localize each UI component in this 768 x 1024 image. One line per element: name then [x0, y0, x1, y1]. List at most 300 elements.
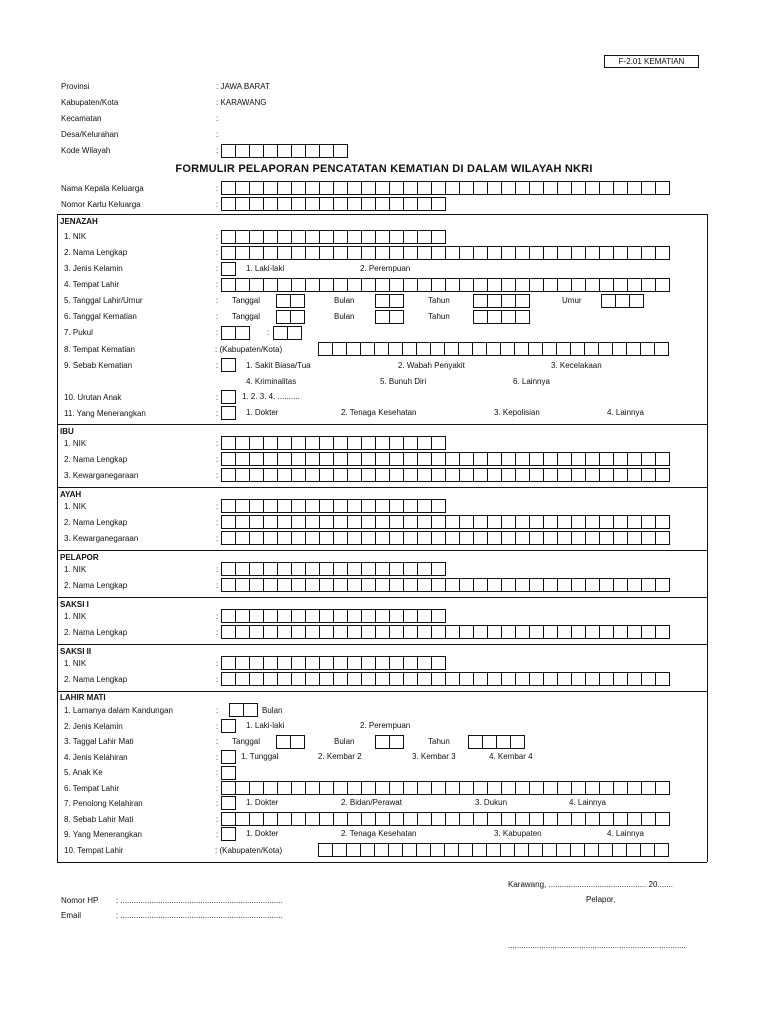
input-cell[interactable] [249, 452, 264, 466]
input-cell[interactable] [571, 181, 586, 195]
input-cell[interactable] [221, 230, 236, 244]
input-cell[interactable] [403, 436, 418, 450]
input-cell[interactable] [585, 452, 600, 466]
input-cell[interactable] [277, 197, 292, 211]
input-cell[interactable] [319, 230, 334, 244]
input-cell[interactable] [655, 812, 670, 826]
lm-sebab-boxes[interactable] [221, 812, 669, 826]
input-cell[interactable] [417, 436, 432, 450]
input-cell[interactable] [361, 812, 376, 826]
input-cell[interactable] [613, 578, 628, 592]
input-cell[interactable] [445, 781, 460, 795]
input-cell[interactable] [346, 342, 361, 356]
ibu-kewarganegaraan-boxes[interactable] [221, 468, 669, 482]
input-cell[interactable] [487, 452, 502, 466]
lm-bln-boxes[interactable] [375, 735, 403, 749]
input-cell[interactable] [529, 246, 544, 260]
input-cell[interactable] [389, 578, 404, 592]
input-cell[interactable] [221, 531, 236, 545]
input-cell[interactable] [319, 197, 334, 211]
input-cell[interactable] [417, 625, 432, 639]
input-cell[interactable] [585, 515, 600, 529]
input-cell[interactable] [375, 197, 390, 211]
input-cell[interactable] [613, 531, 628, 545]
input-cell[interactable] [263, 531, 278, 545]
input-cell[interactable] [585, 181, 600, 195]
input-cell[interactable] [389, 515, 404, 529]
lm-thn-boxes[interactable] [468, 735, 524, 749]
input-cell[interactable] [235, 625, 250, 639]
input-cell[interactable] [473, 672, 488, 686]
input-cell[interactable] [305, 278, 320, 292]
input-cell[interactable] [473, 452, 488, 466]
input-cell[interactable] [333, 656, 348, 670]
input-cell[interactable] [291, 436, 306, 450]
input-cell[interactable] [613, 812, 628, 826]
input-cell[interactable] [333, 246, 348, 260]
input-cell[interactable] [263, 515, 278, 529]
input-cell[interactable] [235, 531, 250, 545]
input-cell[interactable] [235, 181, 250, 195]
input-cell[interactable] [389, 531, 404, 545]
input-cell[interactable] [515, 531, 530, 545]
input-cell[interactable] [599, 452, 614, 466]
input-cell[interactable] [276, 310, 291, 324]
input-cell[interactable] [291, 144, 306, 158]
input-cell[interactable] [501, 531, 516, 545]
input-cell[interactable] [291, 531, 306, 545]
input-cell[interactable] [473, 181, 488, 195]
input-cell[interactable] [277, 812, 292, 826]
input-cell[interactable] [599, 672, 614, 686]
input-cell[interactable] [263, 278, 278, 292]
input-cell[interactable] [389, 278, 404, 292]
input-cell[interactable] [389, 562, 404, 576]
input-cell[interactable] [263, 230, 278, 244]
nomor-hp-value[interactable]: : ......................................................................... [116, 896, 283, 905]
input-cell[interactable] [459, 278, 474, 292]
input-cell[interactable] [287, 326, 302, 340]
input-cell[interactable] [276, 294, 291, 308]
saksi1-nik-boxes[interactable] [221, 609, 445, 623]
input-cell[interactable] [276, 735, 291, 749]
input-cell[interactable] [277, 278, 292, 292]
input-cell[interactable] [627, 468, 642, 482]
input-cell[interactable] [501, 781, 516, 795]
input-cell[interactable] [570, 342, 585, 356]
input-cell[interactable] [374, 342, 389, 356]
input-cell[interactable] [332, 843, 347, 857]
input-cell[interactable] [305, 230, 320, 244]
input-cell[interactable] [375, 230, 390, 244]
input-cell[interactable] [655, 781, 670, 795]
input-cell[interactable] [445, 531, 460, 545]
input-cell[interactable] [319, 499, 334, 513]
input-cell[interactable] [627, 278, 642, 292]
input-cell[interactable] [431, 781, 446, 795]
input-cell[interactable] [305, 144, 320, 158]
input-cell[interactable] [629, 294, 644, 308]
input-cell[interactable] [417, 230, 432, 244]
input-cell[interactable] [403, 625, 418, 639]
input-cell[interactable] [543, 468, 558, 482]
input-cell[interactable] [319, 436, 334, 450]
input-cell[interactable] [543, 246, 558, 260]
input-cell[interactable] [305, 562, 320, 576]
input-cell[interactable] [431, 609, 446, 623]
input-cell[interactable] [403, 246, 418, 260]
input-cell[interactable] [305, 625, 320, 639]
input-cell[interactable] [347, 672, 362, 686]
input-cell[interactable] [389, 310, 404, 324]
input-cell[interactable] [501, 181, 516, 195]
input-cell[interactable] [613, 672, 628, 686]
input-cell[interactable] [291, 562, 306, 576]
input-cell[interactable] [333, 468, 348, 482]
input-cell[interactable] [235, 468, 250, 482]
input-cell[interactable] [263, 181, 278, 195]
jenazah-tempat-lahir-boxes[interactable] [221, 278, 669, 292]
input-cell[interactable] [347, 812, 362, 826]
input-cell[interactable] [459, 246, 474, 260]
input-cell[interactable] [221, 672, 236, 686]
input-cell[interactable] [585, 468, 600, 482]
input-cell[interactable] [263, 468, 278, 482]
input-cell[interactable] [403, 452, 418, 466]
input-cell[interactable] [584, 342, 599, 356]
input-cell[interactable] [403, 230, 418, 244]
input-cell[interactable] [459, 812, 474, 826]
lm-anak-ke-box[interactable] [221, 766, 236, 780]
input-cell[interactable] [361, 246, 376, 260]
lm-tempat-lahir-boxes[interactable] [221, 781, 669, 795]
input-cell[interactable] [361, 781, 376, 795]
jenazah-thn-mati-boxes[interactable] [473, 310, 529, 324]
input-cell[interactable] [305, 246, 320, 260]
input-cell[interactable] [416, 843, 431, 857]
input-cell[interactable] [333, 181, 348, 195]
input-cell[interactable] [655, 578, 670, 592]
input-cell[interactable] [599, 278, 614, 292]
input-cell[interactable] [599, 181, 614, 195]
input-cell[interactable] [361, 625, 376, 639]
input-cell[interactable] [291, 781, 306, 795]
input-cell[interactable] [431, 246, 446, 260]
input-cell[interactable] [263, 562, 278, 576]
input-cell[interactable] [389, 672, 404, 686]
input-cell[interactable] [501, 515, 516, 529]
input-cell[interactable] [613, 246, 628, 260]
input-cell[interactable] [347, 781, 362, 795]
input-cell[interactable] [403, 531, 418, 545]
input-cell[interactable] [515, 246, 530, 260]
input-cell[interactable] [333, 672, 348, 686]
input-cell[interactable] [263, 656, 278, 670]
saksi1-nama-boxes[interactable] [221, 625, 669, 639]
input-cell[interactable] [487, 812, 502, 826]
input-cell[interactable] [543, 625, 558, 639]
input-cell[interactable] [333, 562, 348, 576]
input-cell[interactable] [319, 531, 334, 545]
input-cell[interactable] [221, 781, 236, 795]
jenazah-tempat-kematian-boxes[interactable] [318, 342, 668, 356]
input-cell[interactable] [347, 625, 362, 639]
input-cell[interactable] [613, 468, 628, 482]
input-cell[interactable] [431, 515, 446, 529]
input-cell[interactable] [375, 735, 390, 749]
input-cell[interactable] [249, 278, 264, 292]
input-cell[interactable] [473, 468, 488, 482]
input-cell[interactable] [333, 625, 348, 639]
input-cell[interactable] [291, 625, 306, 639]
input-cell[interactable] [626, 843, 641, 857]
input-cell[interactable] [473, 812, 488, 826]
input-cell[interactable] [305, 436, 320, 450]
input-cell[interactable] [627, 578, 642, 592]
input-cell[interactable] [556, 342, 571, 356]
input-cell[interactable] [305, 452, 320, 466]
input-cell[interactable] [627, 781, 642, 795]
input-cell[interactable] [417, 812, 432, 826]
input-cell[interactable] [417, 531, 432, 545]
input-cell[interactable] [375, 578, 390, 592]
input-cell[interactable] [346, 843, 361, 857]
input-cell[interactable] [542, 342, 557, 356]
input-cell[interactable] [641, 452, 656, 466]
input-cell[interactable] [487, 278, 502, 292]
input-cell[interactable] [515, 625, 530, 639]
input-cell[interactable] [515, 672, 530, 686]
input-cell[interactable] [347, 515, 362, 529]
input-cell[interactable] [626, 342, 641, 356]
input-cell[interactable] [360, 342, 375, 356]
lm-menerangkan-box[interactable] [221, 827, 236, 841]
input-cell[interactable] [571, 278, 586, 292]
input-cell[interactable] [501, 672, 516, 686]
input-cell[interactable] [459, 181, 474, 195]
input-cell[interactable] [416, 342, 431, 356]
lm-tempat-lahir-kabkota-boxes[interactable] [318, 843, 668, 857]
input-cell[interactable] [528, 342, 543, 356]
input-cell[interactable] [515, 578, 530, 592]
input-cell[interactable] [263, 672, 278, 686]
input-cell[interactable] [417, 246, 432, 260]
input-cell[interactable] [277, 515, 292, 529]
input-cell[interactable] [375, 246, 390, 260]
input-cell[interactable] [277, 656, 292, 670]
input-cell[interactable] [557, 781, 572, 795]
jenazah-kelamin-box[interactable] [221, 262, 236, 276]
input-cell[interactable] [482, 735, 497, 749]
input-cell[interactable] [613, 625, 628, 639]
input-cell[interactable] [249, 246, 264, 260]
input-cell[interactable] [319, 452, 334, 466]
input-cell[interactable] [445, 515, 460, 529]
jenazah-bln-lahir-boxes[interactable] [375, 294, 403, 308]
input-cell[interactable] [319, 781, 334, 795]
input-cell[interactable] [243, 703, 258, 717]
input-cell[interactable] [430, 843, 445, 857]
input-cell[interactable] [431, 578, 446, 592]
input-cell[interactable] [333, 278, 348, 292]
input-cell[interactable] [333, 452, 348, 466]
input-cell[interactable] [221, 436, 236, 450]
input-cell[interactable] [487, 310, 502, 324]
input-cell[interactable] [403, 197, 418, 211]
input-cell[interactable] [319, 578, 334, 592]
input-cell[interactable] [515, 468, 530, 482]
input-cell[interactable] [487, 294, 502, 308]
input-cell[interactable] [403, 278, 418, 292]
input-cell[interactable] [403, 812, 418, 826]
lm-kelamin-box[interactable] [221, 719, 236, 733]
input-cell[interactable] [291, 578, 306, 592]
input-cell[interactable] [249, 625, 264, 639]
input-cell[interactable] [389, 735, 404, 749]
input-cell[interactable] [459, 531, 474, 545]
saksi2-nama-boxes[interactable] [221, 672, 669, 686]
input-cell[interactable] [389, 246, 404, 260]
input-cell[interactable] [249, 562, 264, 576]
input-cell[interactable] [221, 326, 236, 340]
input-cell[interactable] [529, 531, 544, 545]
lm-tgl-boxes[interactable] [276, 735, 304, 749]
input-cell[interactable] [431, 531, 446, 545]
input-cell[interactable] [571, 672, 586, 686]
input-cell[interactable] [277, 181, 292, 195]
input-cell[interactable] [375, 656, 390, 670]
input-cell[interactable] [641, 468, 656, 482]
input-cell[interactable] [627, 625, 642, 639]
input-cell[interactable] [501, 246, 516, 260]
input-cell[interactable] [641, 531, 656, 545]
input-cell[interactable] [221, 515, 236, 529]
input-cell[interactable] [445, 278, 460, 292]
input-cell[interactable] [585, 531, 600, 545]
input-cell[interactable] [305, 197, 320, 211]
input-cell[interactable] [570, 843, 585, 857]
input-cell[interactable] [263, 781, 278, 795]
input-cell[interactable] [403, 609, 418, 623]
input-cell[interactable] [431, 197, 446, 211]
input-cell[interactable] [599, 812, 614, 826]
input-cell[interactable] [277, 625, 292, 639]
input-cell[interactable] [500, 342, 515, 356]
input-cell[interactable] [585, 812, 600, 826]
input-cell[interactable] [389, 625, 404, 639]
jenazah-tgl-lahir-boxes[interactable] [276, 294, 304, 308]
input-cell[interactable] [417, 656, 432, 670]
input-cell[interactable] [277, 499, 292, 513]
input-cell[interactable] [571, 531, 586, 545]
input-cell[interactable] [221, 144, 236, 158]
input-cell[interactable] [571, 781, 586, 795]
input-cell[interactable] [263, 436, 278, 450]
input-cell[interactable] [459, 781, 474, 795]
input-cell[interactable] [430, 342, 445, 356]
input-cell[interactable] [599, 468, 614, 482]
input-cell[interactable] [598, 843, 613, 857]
input-cell[interactable] [389, 781, 404, 795]
input-cell[interactable] [333, 578, 348, 592]
input-cell[interactable] [333, 531, 348, 545]
input-cell[interactable] [515, 515, 530, 529]
input-cell[interactable] [417, 562, 432, 576]
input-cell[interactable] [627, 812, 642, 826]
input-cell[interactable] [571, 515, 586, 529]
input-cell[interactable] [403, 562, 418, 576]
input-cell[interactable] [501, 812, 516, 826]
input-cell[interactable] [347, 499, 362, 513]
input-cell[interactable] [361, 531, 376, 545]
input-cell[interactable] [473, 531, 488, 545]
input-cell[interactable] [473, 278, 488, 292]
ayah-kewarganegaraan-boxes[interactable] [221, 531, 669, 545]
ayah-nik-boxes[interactable] [221, 499, 445, 513]
input-cell[interactable] [221, 625, 236, 639]
input-cell[interactable] [319, 468, 334, 482]
input-cell[interactable] [459, 452, 474, 466]
input-cell[interactable] [319, 656, 334, 670]
input-cell[interactable] [277, 468, 292, 482]
input-cell[interactable] [347, 656, 362, 670]
input-cell[interactable] [528, 843, 543, 857]
input-cell[interactable] [235, 578, 250, 592]
input-cell[interactable] [291, 812, 306, 826]
input-cell[interactable] [361, 278, 376, 292]
input-cell[interactable] [417, 197, 432, 211]
input-cell[interactable] [333, 515, 348, 529]
input-cell[interactable] [305, 672, 320, 686]
input-cell[interactable] [445, 452, 460, 466]
input-cell[interactable] [529, 672, 544, 686]
input-cell[interactable] [249, 781, 264, 795]
input-cell[interactable] [277, 672, 292, 686]
input-cell[interactable] [654, 843, 669, 857]
input-cell[interactable] [319, 625, 334, 639]
input-cell[interactable] [431, 499, 446, 513]
input-cell[interactable] [501, 278, 516, 292]
input-cell[interactable] [431, 181, 446, 195]
input-cell[interactable] [515, 781, 530, 795]
input-cell[interactable] [305, 656, 320, 670]
input-cell[interactable] [277, 246, 292, 260]
input-cell[interactable] [487, 578, 502, 592]
input-cell[interactable] [319, 672, 334, 686]
input-cell[interactable] [557, 246, 572, 260]
input-cell[interactable] [361, 515, 376, 529]
input-cell[interactable] [291, 672, 306, 686]
input-cell[interactable] [585, 578, 600, 592]
input-cell[interactable] [375, 562, 390, 576]
input-cell[interactable] [333, 781, 348, 795]
input-cell[interactable] [584, 843, 599, 857]
input-cell[interactable] [235, 278, 250, 292]
input-cell[interactable] [585, 672, 600, 686]
input-cell[interactable] [277, 781, 292, 795]
input-cell[interactable] [473, 310, 488, 324]
input-cell[interactable] [305, 781, 320, 795]
input-cell[interactable] [277, 609, 292, 623]
input-cell[interactable] [557, 812, 572, 826]
input-cell[interactable] [641, 181, 656, 195]
input-cell[interactable] [501, 468, 516, 482]
input-cell[interactable] [529, 181, 544, 195]
input-cell[interactable] [361, 181, 376, 195]
input-cell[interactable] [389, 436, 404, 450]
ayah-nama-boxes[interactable] [221, 515, 669, 529]
input-cell[interactable] [249, 812, 264, 826]
